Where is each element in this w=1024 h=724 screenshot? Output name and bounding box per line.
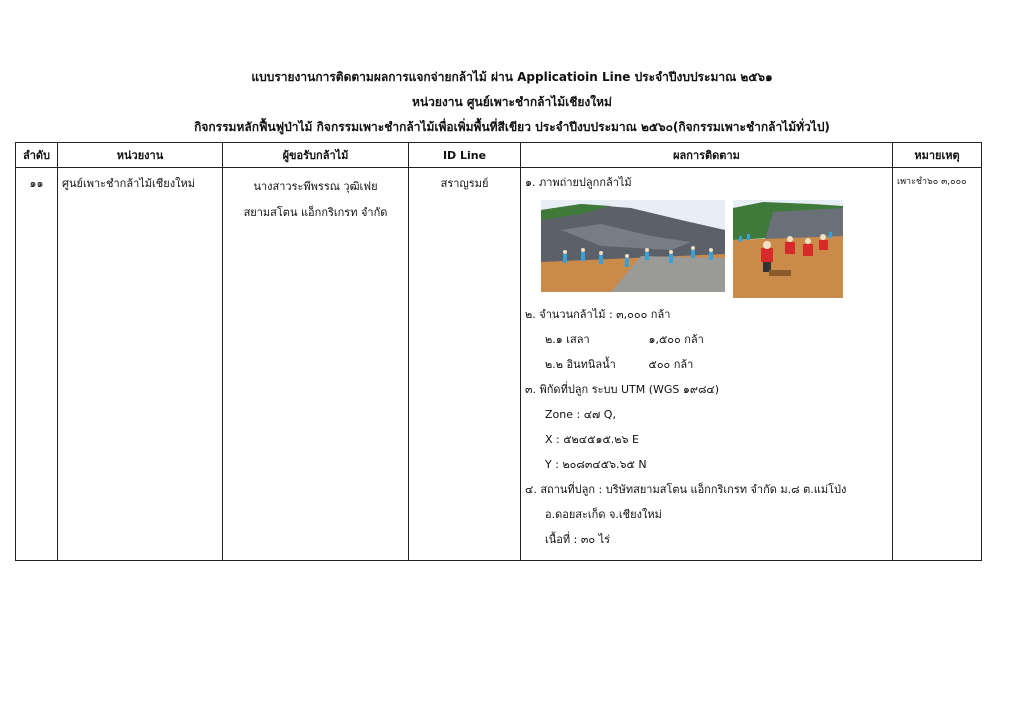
col-header-no: ลำดับ [16,143,58,168]
place-heading: ๔. สถานที่ปลูก : บริษัทสยามสโตน แอ็กกริเกรท จำกัด ม.๘ ต.แม่โป่ง [525,483,847,496]
species-qty: ๕๐๐ กล้า [648,358,694,371]
col-header-note: หมายเหตุ [893,143,982,168]
report-title: แบบรายงานการติดตามผลการแจกจ่ายกล้าไม้ ผ่าน Applicatioin Line ประจำปีงบประมาณ ๒๕๖๑ [251,70,773,84]
coord-zone: Zone : ๔๗ Q, [545,408,616,421]
photo-heading: ๑. ภาพถ่ายปลูกกล้าไม้ [525,176,632,189]
cell-results [521,168,893,561]
report-agency: หน่วยงาน ศูนย์เพาะชำกล้าไม้เชียงใหม่ [412,95,612,109]
species-row [525,327,888,352]
species-name: ๒.๑ เสลา [545,333,590,346]
recipient-company: สยามสโตน แอ็กกริเกรท จำกัด [243,206,388,219]
col-header-unit: หน่วยงาน [58,143,223,168]
hillside-planting-photo [733,200,843,298]
place-district: อ.ดอยสะเก็ด จ.เชียงใหม่ [545,508,662,521]
table-header-row [16,143,982,168]
cell-no: ๑๑ [16,168,58,561]
cell-id-line: สราญรมย์ [409,168,521,561]
species-row [525,352,888,377]
count-heading: ๒. จำนวนกล้าไม้ : ๓,๐๐๐ กล้า [525,308,671,321]
table-row [16,168,982,561]
col-header-results: ผลการติดตาม [521,143,893,168]
cell-unit: ศูนย์เพาะชำกล้าไม้เชียงใหม่ [58,168,223,561]
recipient-name: นางสาวระพีพรรณ วุฒิเฟย [253,180,378,193]
planting-area: เนื้อที่ : ๓๐ ไร่ [545,533,611,546]
hillside-photo-image [733,200,843,298]
coord-x: X : ๕๒๔๕๑๕.๒๖ E [545,433,639,446]
species-name: ๒.๒ อินทนิลน้ำ [545,358,616,371]
report-activity: กิจกรรมหลักฟื้นฟูป่าไม้ กิจกรรมเพาะชำกล้าไม้เพื่อเพิ่มพื้นที่สีเขียว ประจำปีงบประมาณ ๒๕๖๐(กิจกรรมเพาะชำกล้าไม้ทั่วไป) [194,120,830,134]
roadside-planting-photo [541,200,725,292]
species-qty: ๑,๕๐๐ กล้า [648,333,704,346]
roadside-photo-image [541,200,725,292]
report-titles [0,66,1024,138]
col-header-id-line: ID Line [409,143,521,168]
col-header-recipient: ผู้ขอรับกล้าไม้ [223,143,409,168]
photo-group [525,194,888,302]
cell-note: เพาะชำ๖๐ ๓,๐๐๐ [893,168,982,561]
report-table [15,142,982,561]
coord-heading: ๓. พิกัดที่ปลูก ระบบ UTM (WGS ๑๙๘๔) [525,383,720,396]
coord-y: Y : ๒๐๘๓๔๕๖.๖๕ N [545,458,647,471]
cell-recipient [223,168,409,561]
